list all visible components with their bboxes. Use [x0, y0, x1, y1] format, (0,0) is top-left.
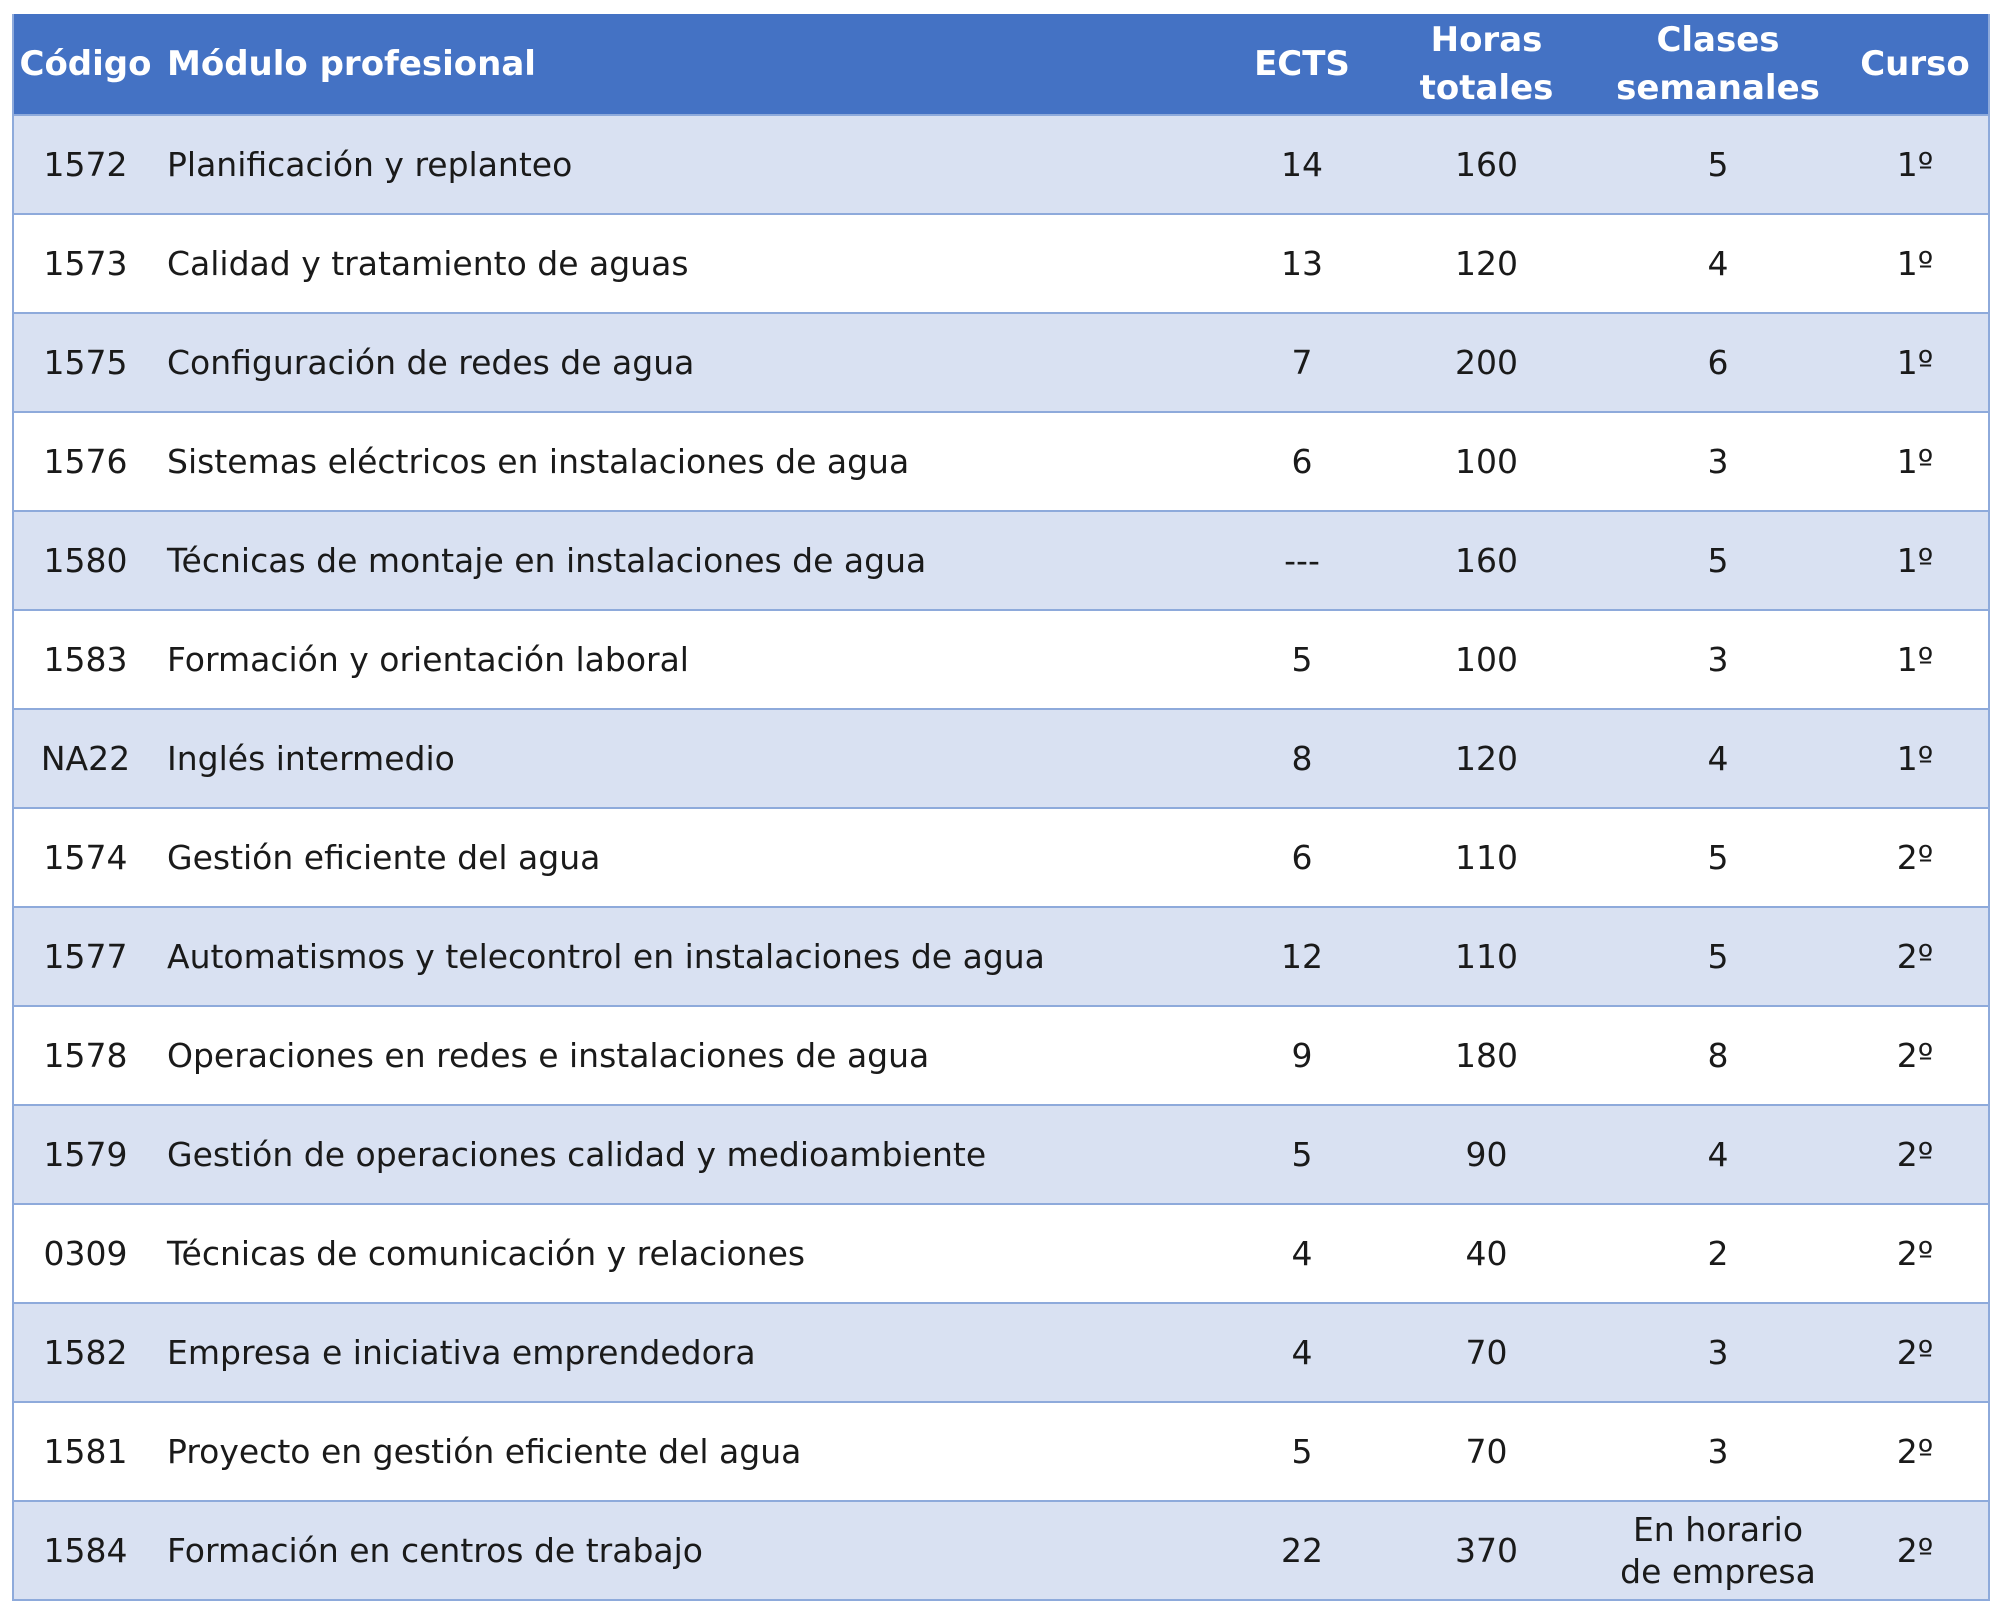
- cell-weekly: 2: [1594, 1204, 1842, 1303]
- cell-weekly: 5: [1594, 511, 1842, 610]
- cell-hours: 120: [1379, 709, 1594, 808]
- cell-hours: 70: [1379, 1303, 1594, 1402]
- cell-hours: 370: [1379, 1501, 1594, 1600]
- table-row: [13, 412, 1989, 511]
- header-course: Curso: [1842, 14, 1989, 115]
- cell-weekly: 4: [1594, 214, 1842, 313]
- header-module: Módulo profesional: [157, 14, 1225, 115]
- cell-hours: 110: [1379, 808, 1594, 907]
- cell-module: Planificación y replanteo: [157, 115, 1225, 214]
- cell-code: 1577: [13, 907, 157, 1006]
- table-row: [13, 1303, 1989, 1402]
- table-row: [13, 1105, 1989, 1204]
- cell-module: Gestión de operaciones calidad y medioambiente: [157, 1105, 1225, 1204]
- cell-hours: 110: [1379, 907, 1594, 1006]
- cell-ects: 9: [1225, 1006, 1379, 1105]
- cell-module: Formación en centros de trabajo: [157, 1501, 1225, 1600]
- cell-course: 2º: [1842, 1204, 1989, 1303]
- table-row: [13, 808, 1989, 907]
- cell-module: Gestión eficiente del agua: [157, 808, 1225, 907]
- modules-table-container: [12, 14, 1988, 1601]
- cell-ects: 13: [1225, 214, 1379, 313]
- cell-code: NA22: [13, 709, 157, 808]
- cell-weekly: 4: [1594, 709, 1842, 808]
- cell-weekly: 3: [1594, 412, 1842, 511]
- cell-code: 1579: [13, 1105, 157, 1204]
- cell-module: Calidad y tratamiento de aguas: [157, 214, 1225, 313]
- cell-module: Inglés intermedio: [157, 709, 1225, 808]
- cell-hours: 100: [1379, 412, 1594, 511]
- cell-weekly: 6: [1594, 313, 1842, 412]
- cell-code: 1584: [13, 1501, 157, 1600]
- header-weekly: Clases semanales: [1594, 14, 1842, 115]
- cell-ects: 22: [1225, 1501, 1379, 1600]
- cell-module: Operaciones en redes e instalaciones de agua: [157, 1006, 1225, 1105]
- cell-course: 1º: [1842, 115, 1989, 214]
- cell-ects: 5: [1225, 610, 1379, 709]
- table-row: [13, 1204, 1989, 1303]
- cell-weekly: 8: [1594, 1006, 1842, 1105]
- cell-ects: 5: [1225, 1105, 1379, 1204]
- cell-hours: 160: [1379, 511, 1594, 610]
- cell-code: 1573: [13, 214, 157, 313]
- table-row: [13, 511, 1989, 610]
- cell-course: 2º: [1842, 808, 1989, 907]
- cell-ects: 6: [1225, 412, 1379, 511]
- cell-hours: 200: [1379, 313, 1594, 412]
- cell-code: 1578: [13, 1006, 157, 1105]
- cell-course: 2º: [1842, 1402, 1989, 1501]
- cell-weekly: 3: [1594, 1402, 1842, 1501]
- table-row: [13, 214, 1989, 313]
- table-row: [13, 1501, 1989, 1600]
- cell-ects: ---: [1225, 511, 1379, 610]
- header-hours: Horas totales: [1379, 14, 1594, 115]
- cell-course: 1º: [1842, 214, 1989, 313]
- cell-hours: 180: [1379, 1006, 1594, 1105]
- cell-course: 2º: [1842, 1105, 1989, 1204]
- cell-ects: 7: [1225, 313, 1379, 412]
- cell-code: 0309: [13, 1204, 157, 1303]
- cell-hours: 90: [1379, 1105, 1594, 1204]
- table-row: [13, 313, 1989, 412]
- cell-ects: 8: [1225, 709, 1379, 808]
- cell-ects: 4: [1225, 1204, 1379, 1303]
- cell-module: Formación y orientación laboral: [157, 610, 1225, 709]
- header-code: Código: [13, 14, 157, 115]
- table-row: [13, 115, 1989, 214]
- table-row: [13, 610, 1989, 709]
- cell-hours: 160: [1379, 115, 1594, 214]
- table-body: [13, 115, 1989, 1600]
- cell-code: 1581: [13, 1402, 157, 1501]
- cell-module: Sistemas eléctricos en instalaciones de agua: [157, 412, 1225, 511]
- cell-module: Técnicas de comunicación y relaciones: [157, 1204, 1225, 1303]
- header-ects: ECTS: [1225, 14, 1379, 115]
- modules-table: [12, 14, 1990, 1601]
- cell-weekly: En horario de empresa: [1594, 1501, 1842, 1600]
- cell-course: 1º: [1842, 313, 1989, 412]
- header-row: [13, 14, 1989, 115]
- cell-course: 1º: [1842, 709, 1989, 808]
- cell-code: 1575: [13, 313, 157, 412]
- cell-weekly: 4: [1594, 1105, 1842, 1204]
- cell-weekly: 5: [1594, 907, 1842, 1006]
- cell-hours: 100: [1379, 610, 1594, 709]
- cell-hours: 70: [1379, 1402, 1594, 1501]
- cell-code: 1580: [13, 511, 157, 610]
- cell-course: 2º: [1842, 1501, 1989, 1600]
- cell-module: Configuración de redes de agua: [157, 313, 1225, 412]
- cell-code: 1572: [13, 115, 157, 214]
- table-row: [13, 907, 1989, 1006]
- cell-code: 1576: [13, 412, 157, 511]
- cell-ects: 5: [1225, 1402, 1379, 1501]
- cell-module: Proyecto en gestión eficiente del agua: [157, 1402, 1225, 1501]
- cell-weekly: 3: [1594, 610, 1842, 709]
- table-row: [13, 1006, 1989, 1105]
- table-row: [13, 1402, 1989, 1501]
- cell-course: 1º: [1842, 511, 1989, 610]
- cell-course: 2º: [1842, 1303, 1989, 1402]
- cell-module: Empresa e iniciativa emprendedora: [157, 1303, 1225, 1402]
- cell-ects: 4: [1225, 1303, 1379, 1402]
- cell-weekly: 5: [1594, 115, 1842, 214]
- cell-weekly: 5: [1594, 808, 1842, 907]
- cell-ects: 6: [1225, 808, 1379, 907]
- cell-course: 1º: [1842, 412, 1989, 511]
- cell-code: 1582: [13, 1303, 157, 1402]
- cell-code: 1574: [13, 808, 157, 907]
- table-header: [13, 14, 1989, 115]
- table-row: [13, 709, 1989, 808]
- cell-hours: 120: [1379, 214, 1594, 313]
- cell-module: Técnicas de montaje en instalaciones de agua: [157, 511, 1225, 610]
- cell-weekly: 3: [1594, 1303, 1842, 1402]
- cell-code: 1583: [13, 610, 157, 709]
- cell-ects: 12: [1225, 907, 1379, 1006]
- cell-course: 2º: [1842, 1006, 1989, 1105]
- cell-hours: 40: [1379, 1204, 1594, 1303]
- cell-course: 2º: [1842, 907, 1989, 1006]
- cell-ects: 14: [1225, 115, 1379, 214]
- cell-course: 1º: [1842, 610, 1989, 709]
- cell-module: Automatismos y telecontrol en instalaciones de agua: [157, 907, 1225, 1006]
